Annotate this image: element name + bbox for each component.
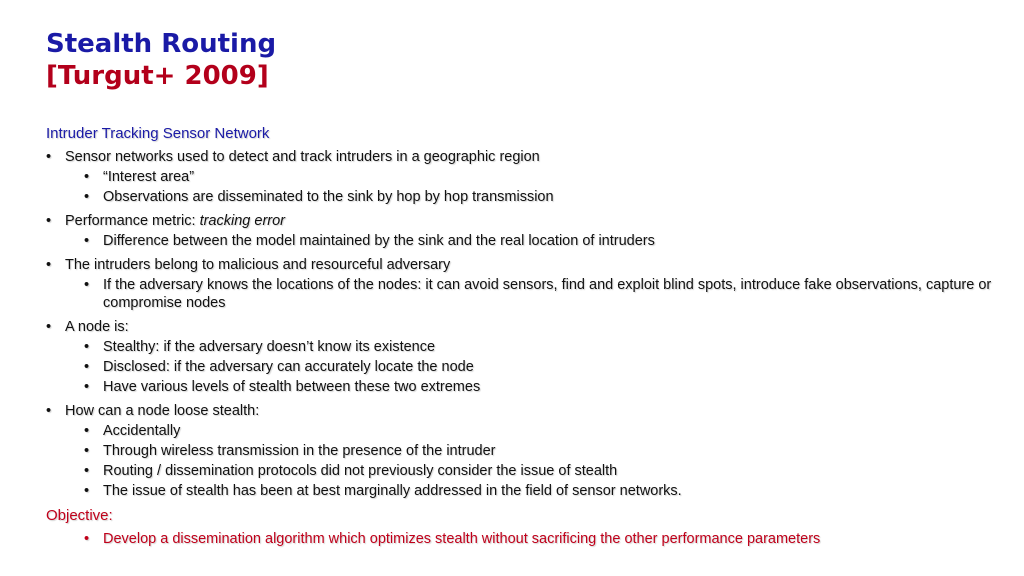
bullet-4: • A node is:	[46, 318, 1006, 336]
bullet-3: • The intruders belong to malicious and resourceful adversary	[46, 256, 1006, 274]
bullet-4-sub-1: • Stealthy: if the adversary doesn’t know its existence	[46, 338, 1006, 356]
bullet-1-sub-2: • Observations are disseminated to the sink by hop by hop transmission	[46, 188, 1006, 206]
bullet-5-sub-1: • Accidentally	[46, 422, 1006, 440]
slide-content	[46, 124, 1006, 548]
bullet-5-sub-2: • Through wireless transmission in the presence of the intruder	[46, 442, 1006, 460]
bullet-1-sub-1: • “Interest area”	[46, 168, 1006, 186]
bullet-2	[46, 212, 1006, 230]
bullet-5: • How can a node loose stealth:	[46, 402, 1006, 420]
bullet-5-sub-4: • The issue of stealth has been at best marginally addressed in the field of sensor networks.	[46, 482, 1006, 500]
bullet-1: • Sensor networks used to detect and track intruders in a geographic region	[46, 148, 1006, 166]
bullet-list	[46, 148, 1006, 500]
section-heading: Intruder Tracking Sensor Network	[46, 125, 270, 142]
objective-label: Objective:	[46, 507, 113, 524]
bullet-4-sub-2: • Disclosed: if the adversary can accurately locate the node	[46, 358, 1006, 376]
objective-text: • Develop a dissemination algorithm which optimizes stealth without sacrificing the other performance parameters	[46, 530, 1006, 548]
bullet-2-text: Performance metric:	[65, 213, 200, 229]
slide-title	[46, 28, 276, 92]
title-line-1: Stealth Routing	[46, 29, 277, 59]
bullet-2-sub-1: • Difference between the model maintained by the sink and the real location of intruders	[46, 232, 1006, 250]
bullet-3-sub-1: • If the adversary knows the locations of the nodes: it can avoid sensors, find and exploit blind spots, introduce fake observations, capture or compromise nodes	[46, 276, 1006, 312]
bullet-2-emphasis: tracking error	[199, 213, 285, 229]
bullet-4-sub-3: • Have various levels of stealth between these two extremes	[46, 378, 1006, 396]
objective-list	[46, 530, 1006, 548]
title-line-2: [Turgut+ 2009]	[46, 61, 269, 91]
bullet-5-sub-3: • Routing / dissemination protocols did not previously consider the issue of stealth	[46, 462, 1006, 480]
